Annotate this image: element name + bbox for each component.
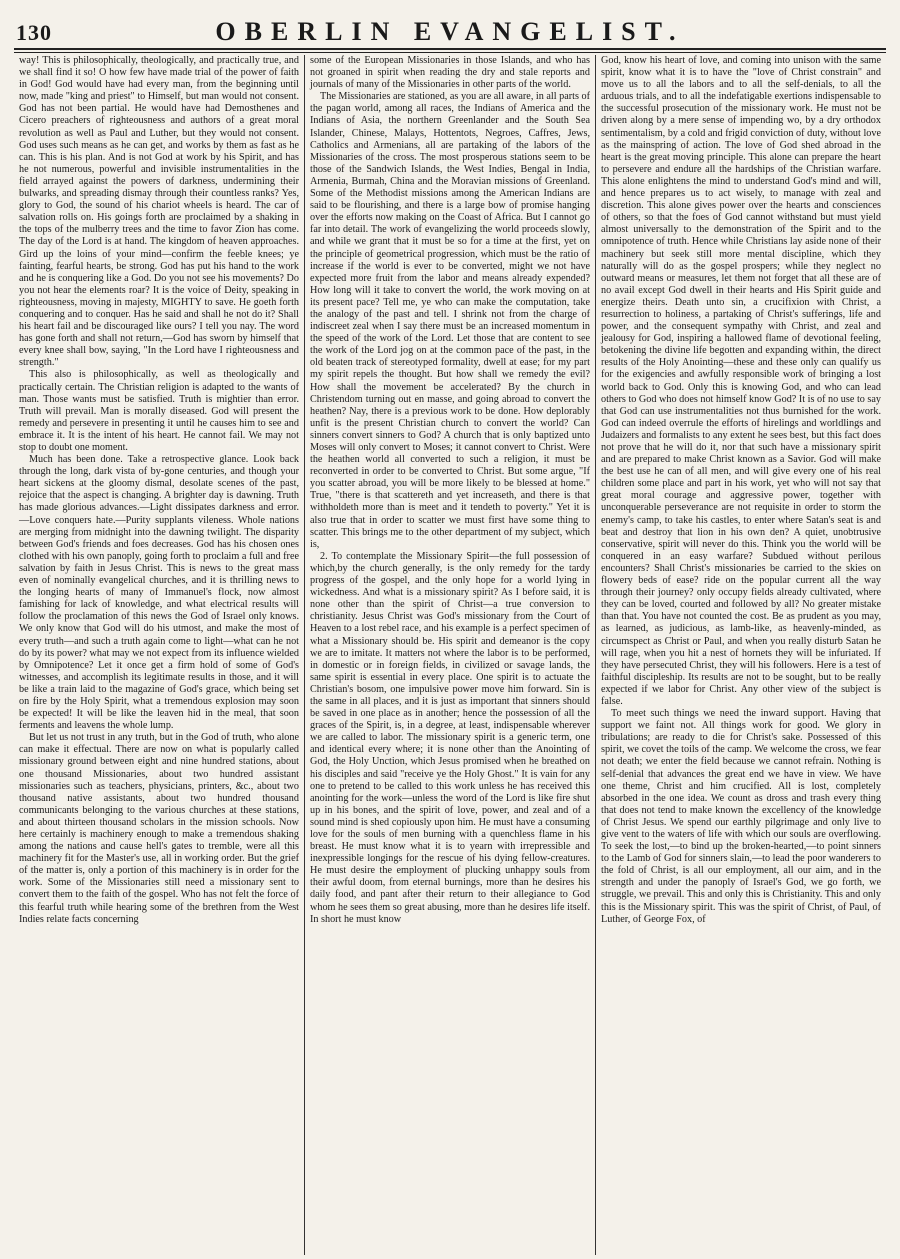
paragraph: 2. To contemplate the Missionary Spirit—the full possession of which,by the church generally, is the only remedy for the tardy progress of the gospel, and the only hope for a world lying in wickedness. And what is a missionary spirit? As I before said, it is none other than the spirit of Christ—a true conversion to christianity. Jesus Christ was God's missionary from the Court of Heaven to a lost rebel race, and his example is a perfect specimen of what a Missionary should be. His spirit and demeanor is the copy we are to imitate. It matters not where the labor is to be performed, in domestic or in foreign fields, in civilized or savage lands, the same spirit is essential in every place. One spirit is to actuate the Christian's bosom, one impulsive power move him forward. Sin is the same in all places, and it is just as important that sinners should be saved in one place as in another; hence the possession of all the graces of the Spirit, is, in a degree, at least, indispensable wherever we are called to labor. The missionary spirit is a generic term, one and identical every where; it is none other than the Anointing of God, the Holy Unction, which Jesus promised when he breathed on his disciples and said "receive ye the Holy Ghost." It is vain for any one to pretend to be called to this work unless he has received this anointing for the work—unless the word of the Lord is like fire shut up in his bones, and the spirit of love, power, and zeal and of a sound mind is shed copiously upon him. He must have a consuming love for the souls of men burning with a quenchless flame in his breast. He must know what it is to yearn with irrepressible and inexpressible longings for the rescue of his dying fellow-creatures. He must desire the employment of plucking unhappy souls from their awful doom, from eternal burnings, more than he desires his daily food, and pant after their return to their allegiance to God whom he sees them so great abusing, more than he desires life itself. In short he must know: [310, 550, 590, 925]
column-2: [304, 55, 595, 1255]
paragraph: Much has been done. Take a retrospective glance. Look back through the long, dark vista of by-gone centuries, and though your heart sickens at the gloomy dismal, desolate scenes of the past, rejoice that the aspect is changing. A brighter day is dawning. Truth has made glorious advances.—Light dissipates darkness and error.—Love conquers hate.—Purity supplants vileness. Whole nations are merging from midnight into the dawning twilight. The disparity between God's friends and foes decreases. God has his chosen ones clothed with his own panoply, going forth to proclaim a full and free salvation by faith in Jesus Christ. This is news to the great mass even of nominally evangelical churches, and it is thrilling news to the longing hearts of many of Immanuel's flock, now almost famishing for lack of knowledge, and what electrical results will follow the proclamation of this news the God of Israel only knows. We only know that God will do his utmost, and make the most of every truth—and such a truth again come to light—what can he not do by its power? what may we not expect from its influence wielded by Omnipotence? Let it once get a firm hold of some of God's witnesses, and accomplish its legitimate results in those, and it will be like a train laid to the magazine of God's grace, which being set on fire by the Holy Spirit, what a tremendous explosion may soon be expected! It will be like the leaven hid in the meal, that soon ferments and leavens the whole lump.: [19, 454, 299, 732]
column-3: [595, 55, 886, 1255]
masthead-rule: [14, 50, 886, 53]
article-columns: [14, 55, 886, 1255]
paragraph: To meet such things we need the inward support. Having that support we faint not. All things work for good. We glory in tribulations; are ready to die for Christ's sake. Possessed of this spirit, we covet the toils of the camp. We welcome the cross, we fear not death; we enter the field because we cannot refrain. Nothing is self-denial that advances the great end we have in view. We have one theme, Christ and him crucified. All is lost, completely absorbed in the one idea. We count as dross and trash every thing that does not tend to make known the excellency of the knowledge of Christ Jesus. We spend our earthly pilgrimage and only live to give vent to the waters of life with which our souls are overflowing. To seek the lost,—to bind up the broken-hearted,—to point sinners to the Lamb of God for sinners slain,—to lead the poor wanderers to the fold of Christ, is all our employment, all our aim, and in the strength and under the panoply of Israel's God, we go forth, we struggle, we prevail. This and only this is Christianity. This and only this is the Missionary spirit. This was the spirit of Christ, of Paul, of Luther, of George Fox, of: [601, 708, 881, 925]
newspaper-title: OBERLIN EVANGELIST.: [215, 17, 685, 46]
paragraph: This also is philosophically, as well as theologically and practically certain. The Christian religion is adapted to the wants of man. Those wants must be satisfied. Truth is mightier than error. Truth will prevail. Man is morally diseased. God will present the remedy and persevere in presenting it until he causes him to see and embrace it. It is the intent of his heart. He cannot fail. We may not stop to doubt one moment.: [19, 369, 299, 453]
paragraph: God, know his heart of love, and coming into unison with the same spirit, know what it is to have the "love of Christ constrain" and move us to all the labors and to all the self-denials, to all the arduous trials, and to all the indefatigable exertions indispensable to the successful prosecution of the missionary work. He must not be driven along by a mere sense of impending wo, by a dry orthodox sentimentalism, by a cold and frigid conviction of duty, without love as the mainspring of action. The love of God shed abroad in the heart is the great moving principle. This alone can prepare the heart to persevere and endure all the hardships of the Christian warfare. This alone enlightens the mind to understand God's mind and will, and hence prepares us to act wisely, to manage with zeal and discretion. This alone gives power over the hearts and consciences of others, so that the foes of God cannot withstand but must yield almost universally to the demonstration of the Spirit and to the omnipotence of truth. Hence while Christians lay aside none of their machinery but seek still more mental discipline, which they naturally will do as the gospel prospers; while they neglect no outward means or measures, let them not forget that all these are of no avail except God dwell in their hearts and His Spirit guide and energize theirs. Death unto sin, a crucifixion with Christ, a resurrection to holiness, a partaking of Christ's sufferings, life and power, and the consequent sympathy with Christ, and zeal and jealousy for God, inspiring a hallowed flame of devotional feeling, betokening the divine life begotten and expanding within, the direct results of the Holy Anointing—these and these only can qualify us for the exigencies and awfully responsible work of bringing a lost world back to God. Only this is knowing God, and who can lead others to God who does not himself know God? It is of no use to say that God can use instrumentalities not thus burnished for the work. God can indeed overrule the efforts of hirelings and worldlings and Judaizers and formalists to any extent he sees best, but this fact does not prove that he will do it, nor that such have a missionary spirit and are prepared to make Christ known as a Savior. God will make the best use he can of all men, and will give every one of his real children some place and part in his work, yet who will not say that great moral courage and aggressive power, together with unconquerable perseverance are not requisite in order to storm the enemy's camp, to take his castles, to enter where Satan's seat is and beat and destroy that lion in his own den? A quiet, unobtrusive conservative, spirit will never do this. Think you the world will be conquered in an easy warfare? Subdued without perilous encounters? Shall Christ's missionaries be carried to the skies on flowery beds of ease? ride on the popular current all the way through their journey? only occupy fields already cultivated, where they can be loved, courted and followed by all? No greater mistake than that. You have not counted the cost. Be as prudent as you may, as learned, as judicious, as lamb-like, as heavenly-minded, as circumspect as Christ or Paul, and when you really disturb Satan he will rage, when you hit a nest of hornets they will be infuriated. If they have persecuted Christ, they will his followers. Here is a test of faithful discipleship. Its results are not to be sought, but to be really expected if we labor for Christ. Any other view of the subject is false.: [601, 55, 881, 707]
paragraph: But let us not trust in any truth, but in the God of truth, who alone can make it effectual. There are now on what is popularly called missionary ground between eight and nine hundred stations, about one thousand Missionaries, about two hundred assistant missionaries such as teachers, physicians, printers, &c., about two thousand native assistants, about two hundred thousand communicants belonging to the various churches at these stations, and about thirteen thousand scholars in the mission schools. Now here certainly is machinery enough to make a tremendous shaking among the nations and cause hell's gates to tremble, were all this machinery fit for the Master's use, all in working order. But the grief of the matter is, only a portion of this machinery is in order for the work. Some of the Missionaries still need a missionary sent to convert them to the faith of the gospel. Who has not felt the force of this fearful truth while hearing some of the brethren from the West Indies relate facts concerning: [19, 732, 299, 925]
paragraph: The Missionaries are stationed, as you are all aware, in all parts of the pagan world, among all races, the Indians of America and the Indians of Asia, the northern Greenlander and the South Sea Islander, Chinese, Malays, Hottentots, Negroes, Caffres, Jews, Catholics and Armenians, all are partaking of the labors of the Missionaries of the cross. The most prosperous stations seem to be those of the Sandwich Islands, the West Indies, Bengal in India, Armenia, Burmah, China and the Moravian missions of Greenland. Some of the Methodist missions among the American Indians are said to be flourishing, and there is a large bow of promise hanging over the efforts now making on the Coast of Africa. But I cannot go far into detail. The work of evangelizing the world proceeds slowly, and while we grant that it must be so for a time at the first, yet on the principle of geometrical progression, which must be the ratio of increase if the world is ever to be converted, might we not have expected more fruit from the labor and means already expended? How long will it take to convert the world, the work moving on at its present pace? Tell me, ye who can make the computation, take the analogy of the past and tell. I shrink not from the charge of indiscreet zeal when I say there must be an increased momentum in the speed of the work of the Lord. Let those that are content to see the work of the Lord jog on at the common pace of the past, in the old beaten track of stereotyped formality, dwell at ease; for my part my spirit repels the thought. But how shall we remedy the evil? How shall the movement be accelerated? By the church in Christendom turning out en masse, and going abroad to convert the heathen? Nay, there is a previous work to be done. How deplorably unfit is the present Christian church to convert the world? Can sinners convert sinners to God? A church that is only baptized unto Moses will only convert to Moses; it cannot convert to Christ. Were the heathen world all converted to such a religion, it must be reconverted in order to be converted to Christ. But some argue, "If you scatter abroad, you will be more likely to be blessed at home." True, "there is that scattereth and yet increaseth, and there is that withholdeth more than is meet and it tendeth to poverty." Yet it is also true that in order to scatter we must first have some thing to scatter. This brings me to the other department of my subject, which is,: [310, 91, 590, 550]
paragraph: some of the European Missionaries in those Islands, and who has not groaned in spirit when reading the dry and stale reports and journals of many of the Missionaries in other parts of the world.: [310, 55, 590, 91]
page-number: 130: [16, 20, 52, 45]
paragraph: way! This is philosophically, theologically, and practically true, and we shall find it so! O how few have made trial of the power of faith in God! God would have had every man, from the beginning until now, made "king and priest" to Himself, but man would not consent. God has not been partial. He would have had Demosthenes and Cicero preachers of righteousness and authors of a great moral revolution as well as Paul and Luther, but they would not consent. God uses such means as he can get, and works by them as fast as he can. This is his plan. And is not God at work by his Spirit, and has he not numerous, powerful and invisible instrumentalities in the field arrayed against the powers of darkness, undermining their bulwarks, and spreading dismay through their countless ranks? Yes, glory to God, the sound of his chariot wheels is heard. The car of salvation rolls on. His goings forth are proclaimed by a shaking in the tops of the mulberry trees and the time to favor Zion has come. The day of the Lord is at hand. The kingdom of heaven approaches. Gird up the loins of your mind—confirm the feeble knees; ye fainting, fearful hearts, be strong. God has put his hand to the work and he is conquering like a God. Do you not see his movements? Do you not hear the elements roar? It is the voice of Deity, speaking in righteousness, moving in majesty, MIGHTY to save. He goeth forth conquering and to conquer. Has he said and shall he not do it? Shall his heart fail and be discouraged like ours? I tell you nay. The word has gone forth and shall not return,—God has sworn by himself that every knee shall bow, saying, "In the Lord have I righteousness and strength.": [19, 55, 299, 369]
masthead: [14, 14, 886, 50]
column-1: [14, 55, 304, 1255]
